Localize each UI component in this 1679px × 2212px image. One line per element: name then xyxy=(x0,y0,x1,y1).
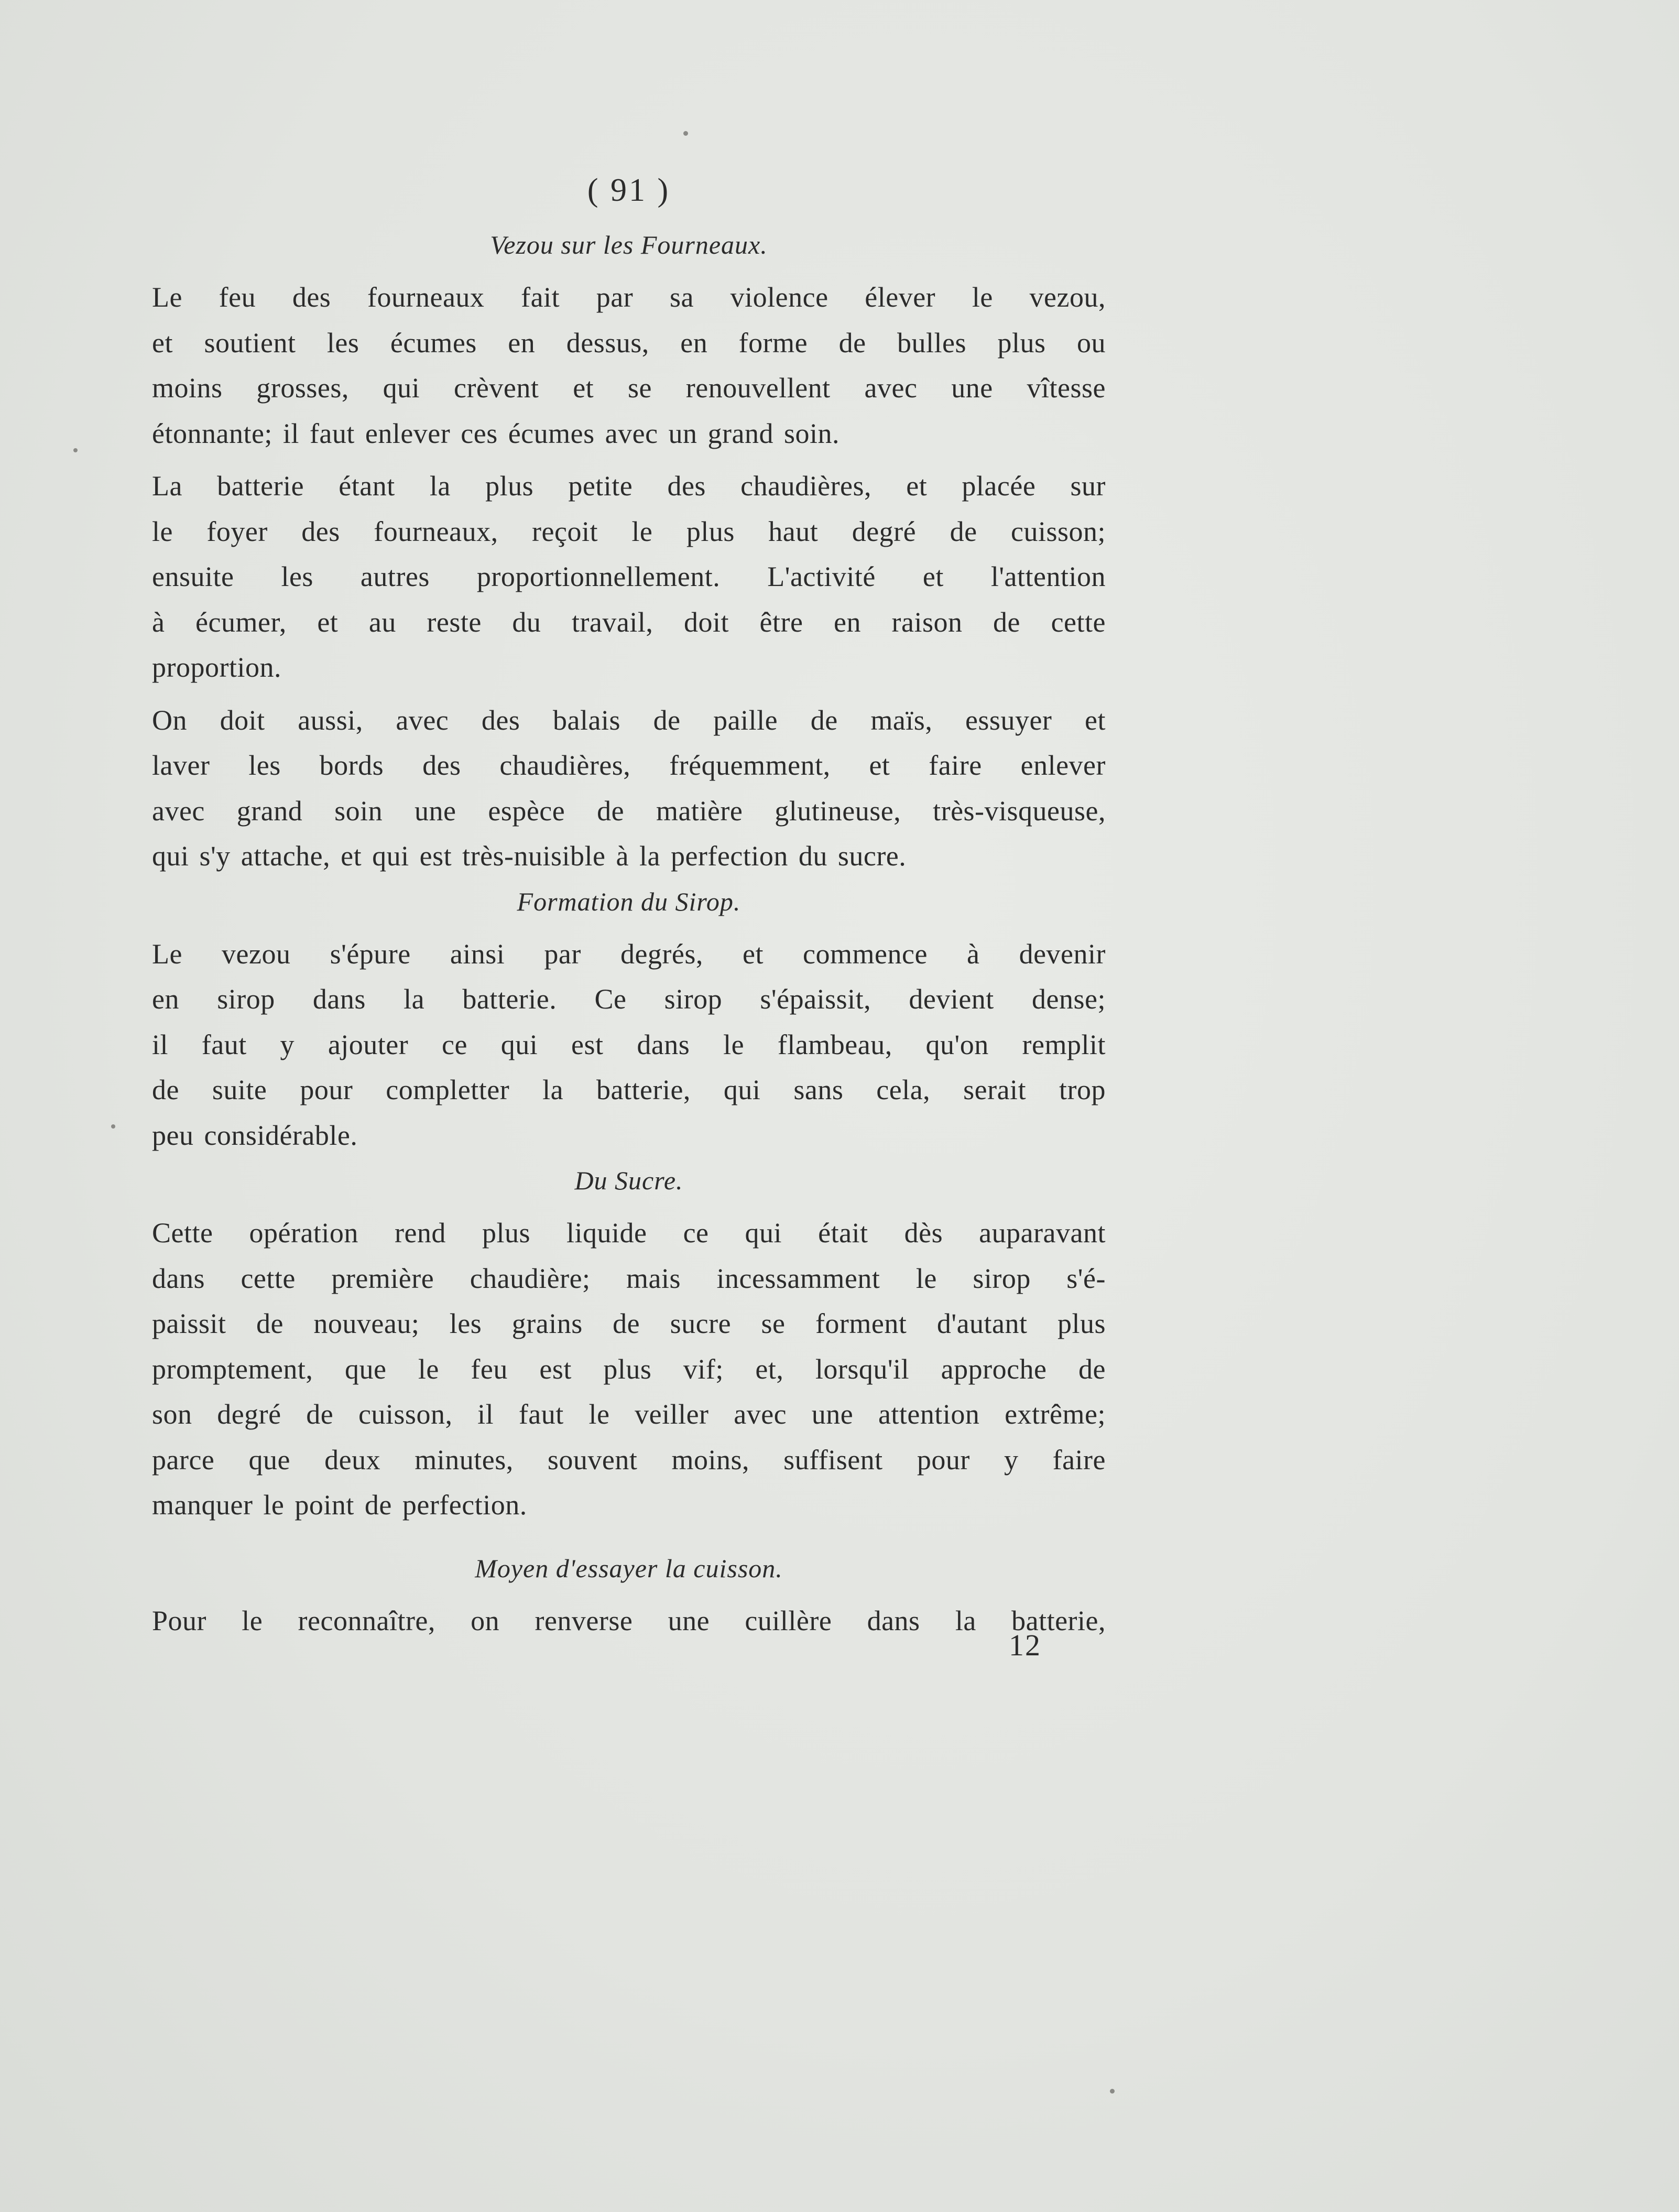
text-line: de suite pour completter la batterie, qui sans cela, serait trop xyxy=(152,1074,1106,1105)
text-line: et soutient les écumes en dessus, en forme de bulles plus ou xyxy=(152,327,1106,359)
text-line: proportion. xyxy=(152,652,281,683)
section-heading: Moyen d'essayer la cuisson. xyxy=(475,1553,783,1583)
paragraph xyxy=(152,931,1106,1158)
text-line: étonnante; il faut enlever ces écumes avec un grand soin. xyxy=(152,417,840,449)
text-line: Le vezou s'épure ainsi par degrés, et commence à devenir xyxy=(152,938,1106,970)
paragraph xyxy=(152,1210,1106,1528)
text-line: à écumer, et au reste du travail, doit être en raison de cette xyxy=(152,606,1106,638)
paragraph xyxy=(152,275,1106,456)
text-line: Pour le reconnaître, on renverse une cuillère dans la batterie, xyxy=(152,1604,1106,1636)
section-heading: Du Sucre. xyxy=(574,1166,683,1195)
text-line: Cette opération rend plus liquide ce qui était dès auparavant xyxy=(152,1217,1106,1249)
text-line: avec grand soin une espèce de matière glutineuse, très-visqueuse, xyxy=(152,795,1106,827)
text-line: Le feu des fourneaux fait par sa violence élever le vezou, xyxy=(152,281,1106,313)
paragraph xyxy=(152,1598,1106,1644)
text-line: peu considérable. xyxy=(152,1119,358,1151)
text-line: ensuite les autres proportionnellement. L'activité et l'attention xyxy=(152,561,1106,592)
text-line: promptement, que le feu est plus vif; et, lorsqu'il approche de xyxy=(152,1353,1106,1385)
text-line: manquer le point de perfection. xyxy=(152,1489,527,1521)
text-line: dans cette première chaudière; mais incessamment le sirop s'é- xyxy=(152,1262,1106,1294)
paper-speck xyxy=(111,1124,115,1129)
section-heading: Formation du Sirop. xyxy=(517,886,741,916)
paper-speck xyxy=(683,131,688,136)
text-line: qui s'y attache, et qui est très-nuisible à la perfection du sucre. xyxy=(152,840,907,872)
text-line: en sirop dans la batterie. Ce sirop s'épaissit, devient dense; xyxy=(152,983,1106,1015)
signature-mark: 12 xyxy=(1009,1628,1041,1662)
paragraph xyxy=(152,698,1106,879)
paper-speck xyxy=(73,448,78,452)
text-line: laver les bords des chaudières, fréquemment, et faire enlever xyxy=(152,750,1106,781)
text-line: il faut y ajouter ce qui est dans le flambeau, qu'on remplit xyxy=(152,1028,1106,1060)
page-text xyxy=(152,168,1106,1643)
text-line: parce que deux minutes, souvent moins, suffisent pour y faire xyxy=(152,1444,1106,1476)
text-line: La batterie étant la plus petite des chaudières, et placée sur xyxy=(152,470,1106,502)
text-line: moins grosses, qui crèvent et se renouvellent avec une vîtesse xyxy=(152,372,1106,404)
section-heading: Vezou sur les Fourneaux. xyxy=(490,230,768,259)
text-line: paissit de nouveau; les grains de sucre se forment d'autant plus xyxy=(152,1308,1106,1339)
paper-speck xyxy=(1110,2089,1115,2094)
text-line: son degré de cuisson, il faut le veiller avec une attention extrême; xyxy=(152,1398,1106,1430)
page-number: ( 91 ) xyxy=(587,172,671,208)
paragraph xyxy=(152,463,1106,690)
text-line: On doit aussi, avec des balais de paille de maïs, essuyer et xyxy=(152,704,1106,736)
text-line: le foyer des fourneaux, reçoit le plus haut degré de cuisson; xyxy=(152,515,1106,547)
